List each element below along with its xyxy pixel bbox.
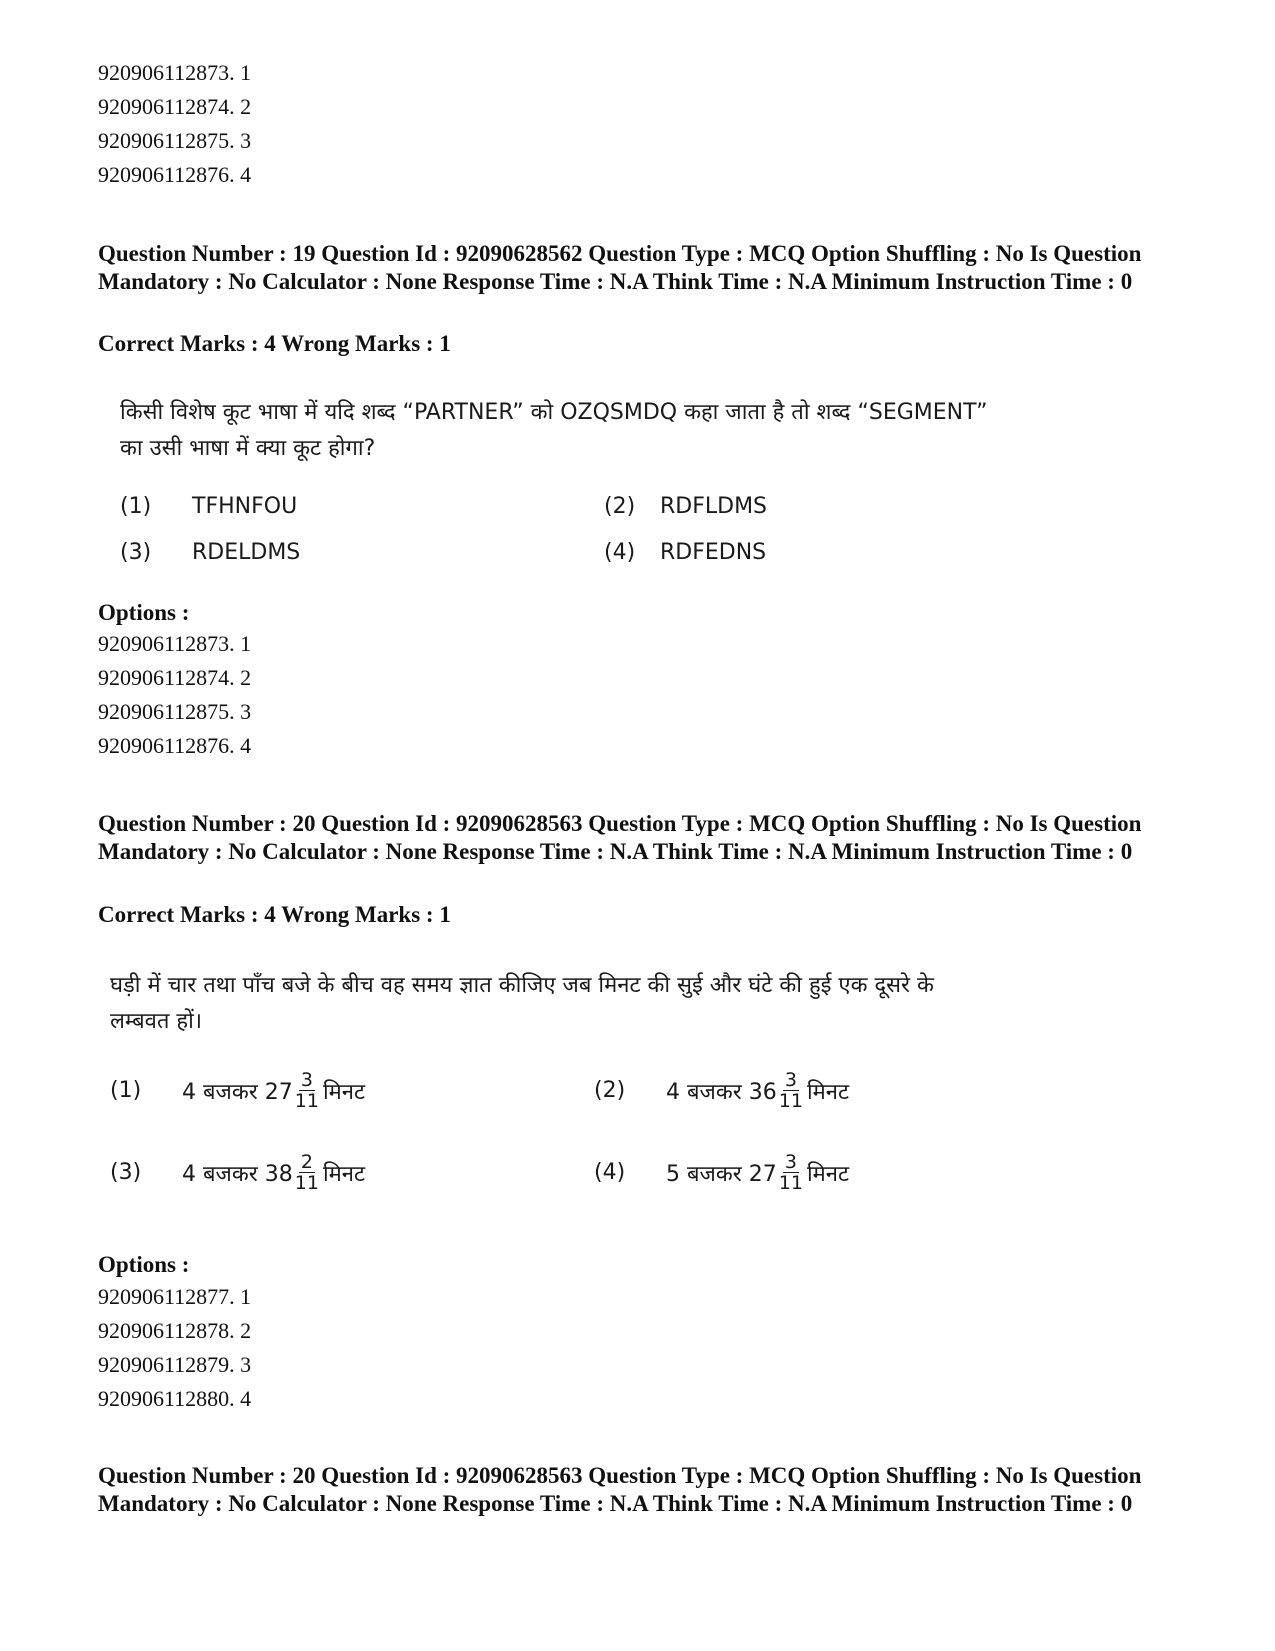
fraction-denominator: 11 <box>294 1172 319 1194</box>
choice-text: RDFEDNS <box>660 540 767 565</box>
option-line: 920906112877. 1 <box>98 1284 252 1309</box>
question-20-choice-1 <box>110 1070 365 1111</box>
choice-text: RDFLDMS <box>660 494 768 519</box>
fraction <box>295 1070 319 1111</box>
option-line: 920906112880. 4 <box>98 1386 252 1411</box>
fraction-numerator: 2 <box>300 1151 313 1173</box>
fraction-denominator: 11 <box>778 1172 803 1194</box>
choice-number: (4) <box>604 540 636 565</box>
question-19-meta: Question Number : 19 Question Id : 92090628562 Question Type : MCQ Option Shuffling : No Is Question Mandatory : No Calculator : None Response Time : N.A Think Time : N.A Minimum Instruction Time : 0 <box>98 241 1142 294</box>
question-20-choice-2 <box>594 1070 849 1111</box>
choice-unit: मिनट <box>322 1079 366 1105</box>
option-line: 920906112874. 2 <box>98 94 252 119</box>
choice-number: (2) <box>604 494 636 519</box>
choice-number: (2) <box>594 1078 626 1103</box>
question-19-choice-2 <box>604 494 767 519</box>
fraction-denominator: 11 <box>294 1090 319 1112</box>
question-20-meta: Question Number : 20 Question Id : 92090628563 Question Type : MCQ Option Shuffling : No Is Question Mandatory : No Calculator : None Response Time : N.A Think Time : N.A Minimum Instruction Time : 0 <box>98 811 1142 864</box>
option-line: 920906112876. 4 <box>98 162 252 187</box>
choice-text: TFHNFOU <box>192 494 298 519</box>
question-20-choice-4 <box>594 1152 849 1193</box>
fraction-numerator: 3 <box>300 1069 313 1091</box>
choice-unit: मिनट <box>806 1161 850 1187</box>
question-20-text-line2: लम्बवत हों। <box>110 1009 203 1034</box>
question-19-text-line1: किसी विशेष कूट भाषा में यदि शब्द “PARTNER” को OZQSMDQ कहा जाता है तो शब्द “SEGMENT” <box>120 400 988 425</box>
question-20-marks: Correct Marks : 4 Wrong Marks : 1 <box>98 902 451 927</box>
option-line: 920906112875. 3 <box>98 699 252 724</box>
option-line: 920906112875. 3 <box>98 128 252 153</box>
choice-number: (3) <box>120 540 152 565</box>
fraction-numerator: 3 <box>784 1069 797 1091</box>
fraction-numerator: 3 <box>784 1151 797 1173</box>
option-line: 920906112879. 3 <box>98 1352 252 1377</box>
choice-number: (1) <box>110 1078 142 1103</box>
question-20-text-line1: घड़ी में चार तथा पाँच बजे के बीच वह समय ज्ञात कीजिए जब मिनट की सुई और घंटे की हुई एक दूसरे के <box>110 973 934 998</box>
option-line: 920906112873. 1 <box>98 60 252 85</box>
choice-text: RDELDMS <box>192 540 301 565</box>
question-19-options-label: Options : <box>98 600 190 625</box>
choice-number: (1) <box>120 494 152 519</box>
option-line: 920906112876. 4 <box>98 733 252 758</box>
question-19-choice-4 <box>604 540 766 565</box>
choice-unit: मिनट <box>322 1161 366 1187</box>
choice-text: 4 बजकर 36 <box>666 1079 777 1105</box>
option-line: 920906112878. 2 <box>98 1318 252 1343</box>
choice-text: 4 बजकर 38 <box>182 1161 293 1187</box>
question-20-options-label: Options : <box>98 1252 190 1277</box>
question-20-choice-3 <box>110 1152 365 1193</box>
choice-text: 5 बजकर 27 <box>666 1161 777 1187</box>
choice-unit: मिनट <box>806 1079 850 1105</box>
choice-number: (4) <box>594 1160 626 1185</box>
question-19-marks: Correct Marks : 4 Wrong Marks : 1 <box>98 331 451 356</box>
fraction <box>779 1152 803 1193</box>
question-20-repeat-meta: Question Number : 20 Question Id : 92090628563 Question Type : MCQ Option Shuffling : No Is Question Mandatory : No Calculator : None Response Time : N.A Think Time : N.A Minimum Instruction Time : 0 <box>98 1463 1142 1516</box>
fraction <box>295 1152 319 1193</box>
question-19-text-line2: का उसी भाषा में क्या कूट होगा? <box>120 436 376 461</box>
option-line: 920906112874. 2 <box>98 665 252 690</box>
question-19-choice-3 <box>120 540 300 565</box>
question-20-body <box>110 968 1160 1040</box>
choice-text: 4 बजकर 27 <box>182 1079 293 1105</box>
fraction <box>779 1070 803 1111</box>
option-line: 920906112873. 1 <box>98 631 252 656</box>
fraction-denominator: 11 <box>778 1090 803 1112</box>
question-19-choice-1 <box>120 494 297 519</box>
choice-number: (3) <box>110 1160 142 1185</box>
question-19-body <box>120 395 1130 467</box>
